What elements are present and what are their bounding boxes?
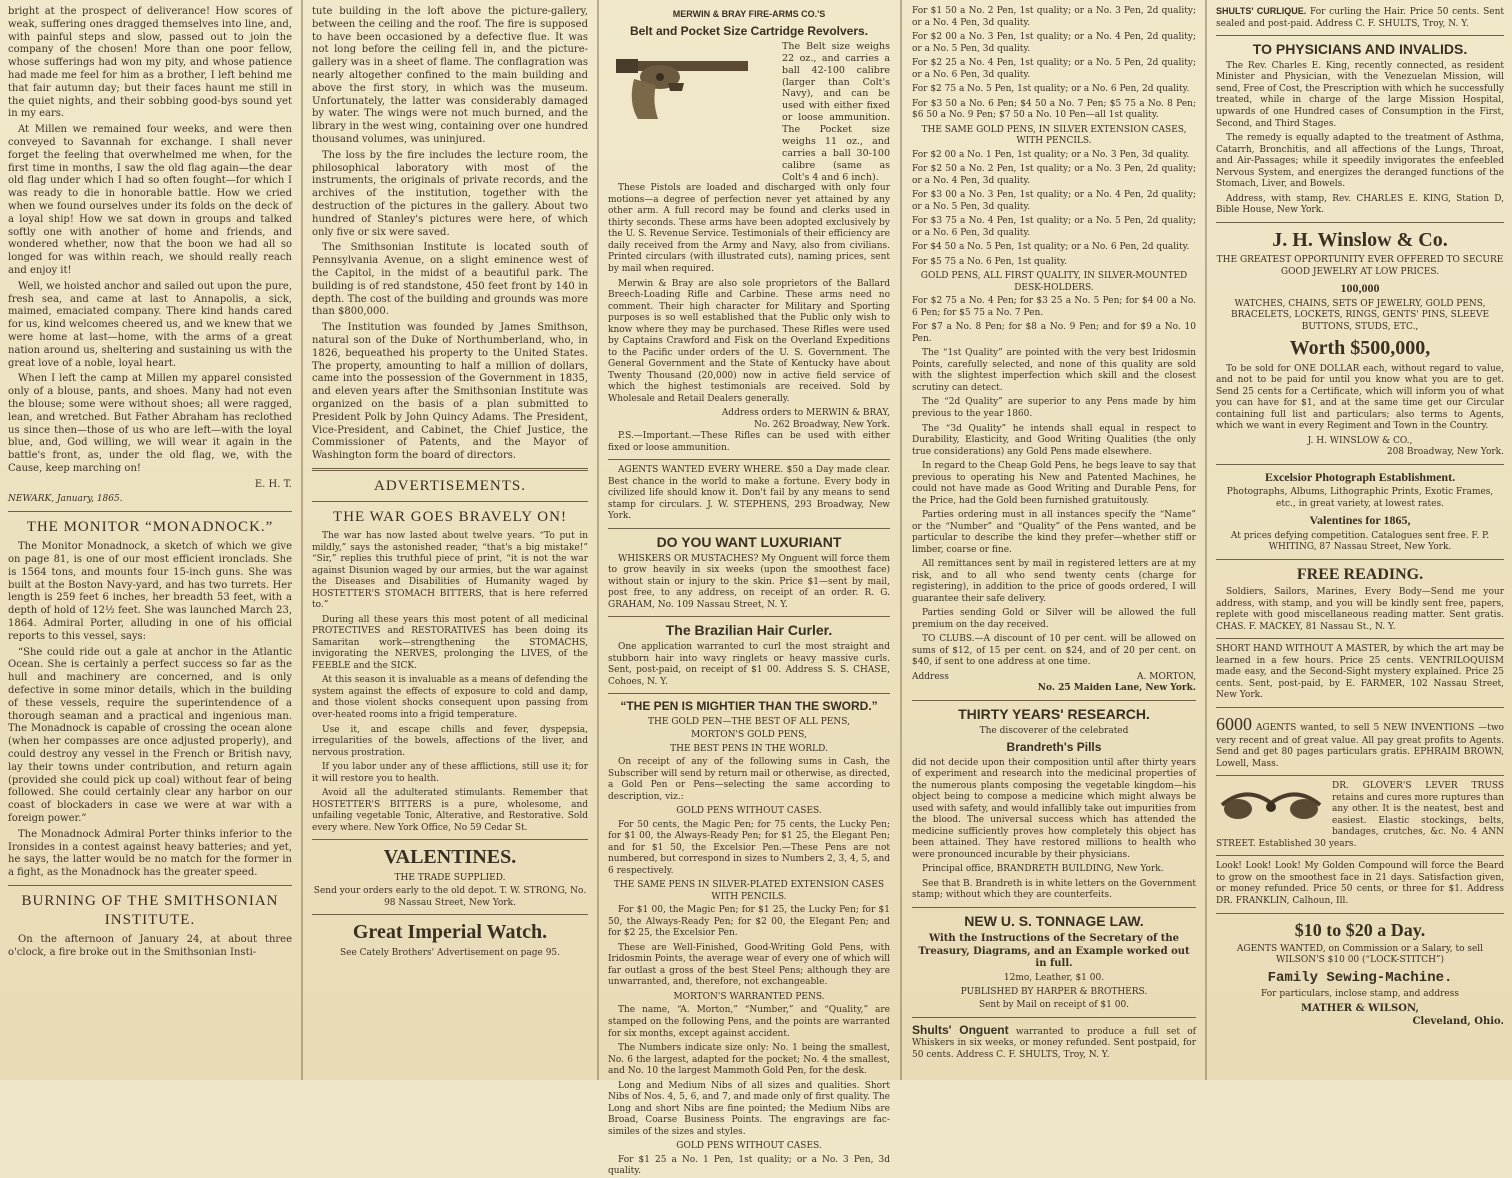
winslow-address: 208 Broadway, New York. (1386, 447, 1504, 458)
winslow-worth: Worth $500,000, (1289, 337, 1431, 360)
ad-paragraph: The “2d Quality” are superior to any Pens made by him previous to the year 1860. (912, 397, 1196, 419)
truss-icon (1216, 783, 1326, 827)
article-paragraph: When I left the camp at Millen my apparel consisted only of a blouse, pants, and shoes. Many had not even the blouse; some were without shoes; all were ragged, lean, and wretched. But Father Abraham has reclothed us since then—those of us who are left—with the loyal blue, and, God willing, we will wear it again in the battle's front, as, under the old flag, we, with the Cause, keep marching on! (8, 373, 292, 474)
article-paragraph: Well, we hoisted anchor and sailed out upon the pure, fresh sea, and came at last to Annapolis, a sick, maimed, emaciated company. There kind hands cared for us, kind welcomes cheered us, and we knew that we were home at last—home, with the arms of a great nation around us, sheltering and sustaining us with the great love of a noble, loyal heart. (8, 280, 292, 369)
glover-truss-body: DR. GLOVER'S LEVER TRUSS retains and cures more ruptures than any other. It is the neatest, best and easiest. Elastic stockings, belts, bandages, crutches, &c. No. 4 ANN STREET. Established 30 years. (1216, 781, 1504, 849)
ad-paragraph: Long and Medium Nibs of all sizes and qualities. Short Nibs of Nos. 4, 5, 6, and 7, and made only of first quality. The Long and short Nibs are fine pointed; the Medium Nibs are Broad, Coarse Business Points. The engravings are fac-similes of the sizes and styles. (608, 1080, 890, 1137)
ad-paragraph: Merwin & Bray are also sole proprietors of the Ballard Breech-Loading Rifle and Carbine. These arms need no comment. Their high character for Military and Sporting purposes is so well established that the Public only wish to know where they may be purchased. These Rifles were used by Captains Crawford and Fisk on the Overland Expeditions to the Pacific under orders of the U. S. Government. The General Government and the State of Kentucky have about Twenty Thousand (20,000) now in active field service of which the highest testimonials are received. Sold by Wholesale and Retail Dealers generally. (608, 278, 890, 404)
tonnage-law-subtitle: With the Instructions of the Secretary of the Treasury, Diagrams, and an Example worked out in full. (918, 932, 1190, 970)
sewing-signature: MATHER & WILSON, (1301, 1003, 1419, 1014)
ad-paragraph: The “3d Quality” he intends shall equal in respect to Durability, Elasticity, and Good Writing Qualities (the only true considerations) any Gold Pens made elsewhere. (912, 423, 1196, 457)
column-rule (1205, 0, 1207, 1080)
ad-paragraph: did not decide upon their composition until after thirty years of experiment and research into the medicinal properties of the numerous plants composing the vegetable kingdom—his object being to compose a medicine which might always be used with safety, and would infallibly take out impurities from the blood. The universal success which has attended the medicine sufficiently proves how completely this object has been attained. They have restored millions to health who were pronounced incurable by their physicians. (912, 757, 1196, 860)
article-paragraph: The loss by the fire includes the lecture room, the philosophical laboratory with most of the instruments, the originals of private records, and the archives of the institution, together with the destruction of the pictures in the gallery. About two hundred of Stanley's pictures were here, of which only five or six were saved. (312, 149, 588, 238)
sewing-city: Cleveland, Ohio. (1412, 1015, 1504, 1027)
sewing-body: AGENTS WANTED, on Commission or a Salary, to sell WILSON'S $10 00 (“LOCK-STITCH”) (1236, 943, 1484, 966)
ad-paragraph: For $1 25 a No. 1 Pen, 1st quality; or a No. 3 Pen, 3d quality. (608, 1154, 890, 1177)
smithsonian-headline: BURNING OF THE SMITHSONIAN INSTITUTE. (21, 892, 279, 929)
article-signature: E. H. T. (254, 478, 292, 490)
price-line: For $2 25 a No. 4 Pen, 1st quality; or a No. 5 Pen, 2d quality; or a No. 6 Pen, 3d quality. (912, 58, 1196, 80)
ad-paragraph: Address, with stamp, Rev. CHARLES E. KING, Station D, Bible House, New York. (1216, 193, 1504, 216)
free-reading-body: Soldiers, Sailors, Marines, Every Body—Send me your address, with stamp, and you will be kindly sent free, papers, replete with good miscellaneous reading matter. Sent gratis. CHAS. F. MACKEY, 81 Nassau St., N. Y. (1216, 587, 1504, 632)
morton-pen-title: “THE PEN IS MIGHTIER THAN THE SWORD.” (620, 699, 878, 714)
ad-paragraph: At this season it is invaluable as a means of defending the system against the effects of exposure to cold and damp, and those violent shocks consequent upon passing from over-heated rooms into a frigid temperature. (312, 675, 588, 720)
column-1 (0, 0, 300, 1080)
morton-pen-subtitle: MORTON'S GOLD PENS, (691, 730, 807, 741)
morton-name: A. MORTON, (1137, 671, 1196, 682)
brandreth-pills-title: Brandreth's Pills (1006, 740, 1102, 755)
merwin-bray-address: Address orders to MERWIN & BRAY, (721, 408, 890, 419)
thirty-years-title: THIRTY YEARS' RESEARCH. (958, 705, 1150, 722)
price-line: For $3 00 a No. 3 Pen, 1st quality; or a No. 4 Pen, 2d quality; or a No. 5 Pen, 3d quality. (912, 190, 1196, 212)
ad-paragraph: During all these years this most potent of all medicinal PROTECTIVES and RESTORATIVES has been doing its Samaritan work—strengthening the STOMACHS, invigorating the NERVES, prolonging the LIVES, of the FEEBLE and the SICK. (312, 614, 588, 671)
photograph-body: Photographs, Albums, Lithographic Prints, Exotic Frames, etc., in great variety, at lowest rates. (1226, 487, 1494, 509)
imperial-watch-title: Great Imperial Watch. (352, 921, 548, 944)
merwin-bray-subtitle: Belt and Pocket Size Cartridge Revolvers. (629, 23, 869, 38)
article-dateline: NEWARK, January, 1865. (8, 494, 123, 505)
ad-paragraph: All remittances sent by mail in registered letters are at my risk, and to all who send twenty cents (charge for registering), in addition to the price of goods ordered, I will guarantee their safe delivery. (912, 559, 1196, 604)
hair-curler-body: One application warranted to curl the most straight and stubborn hair into wavy ringlets or heavy massive curls. Sent, post-paid, on receipt of $1 00. Address S. S. CHASE, Cohoes, N. Y. (608, 642, 890, 687)
ad-paragraph: In regard to the Cheap Gold Pens, he begs leave to say that previous to operating his New and Patented Machines, he could not have made as Good Writing and Durable Pens, for the Price, had the Gold been furnished gratuitously. (912, 461, 1196, 506)
physicians-title: TO PHYSICIANS AND INVALIDS. (1252, 41, 1468, 58)
agents-count: 6000 (1216, 713, 1252, 734)
winslow-items: WATCHES, CHAINS, SETS OF JEWELRY, GOLD PENS, BRACELETS, LOCKETS, RINGS, GENTS' PINS, SLEEVE BUTTONS, STUDS, ETC., (1230, 298, 1490, 332)
column-3 (600, 0, 898, 1177)
column-rule (900, 0, 902, 1080)
ad-paragraph: The remedy is equally adapted to the treatment of Asthma, Catarrh, Bronchitis, and all affections of the Lungs, Throat, and Air-Passages; while it speedily invigorates the enfeebled Nervous System, and energizes the deranged functions of the Stomach, Liver, and Bowels. (1216, 133, 1504, 190)
hair-curler-title: The Brazilian Hair Curler. (665, 622, 833, 639)
morton-pen-subtitle: THE GOLD PEN—THE BEST OF ALL PENS, (648, 716, 850, 727)
article-paragraph: The Monitor Monadnock, a sketch of which we give on page 81, is one of our most efficient ironclads. She is 1564 tons, and mounts four 15-inch guns. She was built at the Boston Navy-yard, and has two turrets. Her length is 259 feet 6 inches, her breadth 53 feet, with a depth of hold of 12½ feet. She was launched March 23, 1864. Admiral Porter, alluding in one of his official reports to this vessel, says: (8, 541, 292, 642)
winslow-count: 100,000 (1340, 281, 1380, 296)
column-rule (597, 0, 599, 1080)
agents-body: AGENTS wanted, to sell 5 NEW INVENTIONS —two very recent and of great value. All pay great profits to Agents. Send and get 80 pages particulars gratis. EPHRAIM BROWN, Lowell, Mass. (1216, 722, 1504, 769)
photograph-title: Excelsior Photograph Establishment. (1264, 469, 1456, 484)
curlique-body: For curling the Hair. Price 50 cents. Sent sealed and post-paid. Address C. F. SHULTS, Troy, N. Y. (1216, 7, 1504, 29)
morton-address-label: Address (912, 671, 949, 682)
column-2 (304, 0, 596, 1080)
sewing-tail: For particulars, inclose stamp, and address (1261, 989, 1459, 1000)
look-ad: Look! Look! Look! My Golden Compound will force the Beard to grow on the smoothest face in 21 days. Satisfaction given, or money refunded. Price 50 cents, or three for $1. Address DR. FRANKLIN, Calhoun, Ill. (1216, 861, 1504, 906)
article-paragraph: The Monadnock Admiral Porter thinks inferior to the Ironsides in a contest against heavy batteries; and yet, he says, the latter would be no match for the former in a fight, as the Monadnock has the greater speed. (8, 828, 292, 879)
column-rule (301, 0, 303, 1080)
price-line: For $2 75 a No. 4 Pen; for $3 25 a No. 5 Pen; for $4 00 a No. 6 Pen; for $5 75 a No. 7 Pen. (912, 296, 1196, 318)
winslow-title: J. H. Winslow & Co. (1272, 228, 1448, 251)
hostetter-ad-title: THE WAR GOES BRAVELY ON! (333, 509, 567, 526)
valentines-body: Send your orders early to the old depot. T. W. STRONG, No. 98 Nassau Street, New York. (313, 886, 587, 908)
valentines-title: VALENTINES. (383, 846, 517, 869)
curlique-title: SHULTS' CURLIQUE. (1216, 6, 1307, 16)
ad-paragraph: On receipt of any of the following sums in Cash, the Subscriber will send by return mail or otherwise, as directed, a Gold Pen or Pens—selecting the same according to description, viz.: (608, 757, 890, 802)
ad-paragraph: TO CLUBS.—A discount of 10 per cent. will be allowed on sums of $12, of 15 per cent. on $24, and of 20 per cent. on $40, if sent to one address at one time. (912, 634, 1196, 668)
ad-paragraph: The “1st Quality” are pointed with the very best Iridosmin Points, carefully selected, and none of this quality are sold with the slightest imperfection which skill and the closest scrutiny can detect. (912, 348, 1196, 393)
winslow-subtitle: THE GREATEST OPPORTUNITY EVER OFFERED TO SECURE GOOD JEWELRY AT LOW PRICES. (1216, 255, 1504, 277)
section-heading: GOLD PENS WITHOUT CASES. (676, 806, 822, 817)
price-line: For $7 a No. 8 Pen; for $8 a No. 9 Pen; and for $9 a No. 10 Pen. (912, 322, 1196, 344)
ad-paragraph: For $1 00, the Magic Pen; for $1 25, the Lucky Pen; for $1 50, the Always-Ready Pen; for $2 00, the Elegant Pen; and for $2 25, the Excelsior Pen. (608, 905, 890, 939)
ad-paragraph: Parties sending Gold or Silver will be allowed the full premium on the day received. (912, 608, 1196, 630)
article-paragraph: On the afternoon of January 24, at about three o'clock, a fire broke out in the Smithsonian Insti- (8, 934, 292, 959)
price-line: For $2 00 a No. 1 Pen, 1st quality; or a No. 3 Pen, 3d quality. (912, 149, 1190, 160)
section-heading: GOLD PENS, ALL FIRST QUALITY, IN SILVER-MOUNTED DESK-HOLDERS. (920, 271, 1188, 293)
price-line: For $3 50 a No. 6 Pen; $4 50 a No. 7 Pen; $5 75 a No. 8 Pen; $6 50 a No. 9 Pen; $7 50 a No. 10 Pen—all 1st quality. (912, 98, 1196, 121)
imperial-watch-body: See Cately Brothers' Advertisement on page 95. (339, 947, 561, 958)
ad-paragraph: The Numbers indicate size only: No. 1 being the smallest, No. 6 the largest, adapted for the pocket; No. 4 the smallest, and No. 10 the largest Mammoth Gold Pen, for the desk. (608, 1043, 890, 1077)
column-4 (904, 0, 1204, 1080)
column-5 (1208, 0, 1512, 1080)
revolver-icon (608, 43, 778, 123)
ad-paragraph: The Rev. Charles E. King, recently connected, as resident Minister and Physician, with the Venezuelan Mission, will send, Free of Cost, the Prescription with which he successfully treated, while in charge of the large Mission Hospital, upwards of one Hundred cases of Consumption in the First, Second, and Third Stages. (1216, 60, 1504, 129)
price-line: For $5 75 a No. 6 Pen, 1st quality. (912, 256, 1067, 267)
agents-wanted-ad: AGENTS WANTED EVERY WHERE. $50 a Day made clear. Best chance in the world to make a fortune. Every body in civilized life should know it. Don't fail by any means to send stamp for circulars. J. W. STEPHENS, 293 Broadway, New York. (608, 465, 890, 522)
morton-pen-subtitle: THE BEST PENS IN THE WORLD. (670, 743, 828, 754)
section-heading: GOLD PENS WITHOUT CASES. (676, 1141, 822, 1152)
article-paragraph: The Smithsonian Institute is located south of Pennsylvania Avenue, on a slight eminence west of the Capitol, in the midst of a beautiful park. The building is of red standstone, 450 feet front by 140 in depth. The cost of the building and grounds was more than $800,000. (312, 242, 588, 318)
monitor-headline: THE MONITOR “MONADNOCK.” (26, 519, 274, 535)
ad-paragraph: If you labor under any of these afflictions, still use it; for it will restore you to health. (312, 762, 588, 784)
merwin-bray-street: No. 262 Broadway, New York. (754, 419, 890, 430)
whiskers-ad-body: WHISKERS OR MUSTACHES? My Onguent will force them to grow heavily in six weeks (upon the smoothest face) without stain or injury to the skin. Price $1—sent by mail, post free, to any address, on receipt of an order. R. G. GRAHAM, No. 109 Nassau Street, N. Y. (608, 553, 890, 610)
section-heading: THE SAME PENS IN SILVER-PLATED EXTENSION CASES WITH PENCILS. (613, 880, 885, 902)
ad-paragraph: Parties ordering must in all instances specify the “Name” or the “Number” and “Quality” of the Pens wanted, and be particular to describe the kind they prefer—whether stiff or limber, coarse or fine. (912, 510, 1196, 555)
ad-paragraph: These are Well-Finished, Good-Writing Gold Pens, with Iridosmin Points, the average wear of every one of which will far outlast a gross of the best Steel Pens; although they are unwarranted, and, therefore, not exchangeable. (608, 942, 890, 988)
photograph-valentines: Valentines for 1865, (1309, 513, 1411, 528)
advertisements-headline: ADVERTISEMENTS. (373, 477, 526, 494)
ad-paragraph: These Pistols are loaded and discharged with only four motions—a degree of perfection never yet attained by any other arm. A full record may be found and clerks used in thirty seconds. These arms have been adopted exclusively by the U. S. Revenue Service. Testimonials of their efficiency are daily received from the Army and Navy, also from civilians. Printed circulars (with illustrated cuts), naming prices, sent by mail when required. (608, 183, 890, 274)
price-line: For $2 50 a No. 2 Pen, 1st quality; or a No. 3 Pen, 2d quality; or a No. 4 Pen, 3d quality. (912, 164, 1196, 186)
sewing-machine-title: Family Sewing-Machine. (1267, 969, 1453, 986)
ad-paragraph: The name, “A. Morton,” “Number,” and “Quality,” are stamped on the following Pens, and the points are warranted for six months, except against accident. (608, 1005, 890, 1039)
valentines-subtitle: THE TRADE SUPPLIED. (394, 872, 506, 883)
ad-paragraph: P.S.—Important.—These Rifles can be used with either fixed or loose ammunition. (608, 431, 890, 453)
morton-street: No. 25 Maiden Lane, New York. (1037, 683, 1196, 694)
price-line: For $1 50 a No. 2 Pen, 1st quality; or a No. 3 Pen, 2d quality; or a No. 4 Pen, 3d quality. (912, 6, 1196, 28)
article-paragraph: At Millen we remained four weeks, and were then conveyed to Savannah for exchange. I shall never forget the feeling that overwhelmed me when, for the first time in months, I saw the old flag again—the dear old flag under which I had so often fought—for which I was ready to die in honorable battle. How we cried when we found ourselves under its folds on the deck of a loyal ship! How we sat down in groups and talked softly one with another of home and friends, and wondered whether, now that the boon we had all so longed for was within reach, we should really reach and enjoy it! (8, 124, 292, 276)
tonnage-law-mail: Sent by Mail on receipt of $1 00. (978, 1000, 1130, 1011)
short-hand-ad: SHORT HAND WITHOUT A MASTER, by which the art may be learned in a few hours. Price 25 cents. VENTRILOQUISM made easy, and the Second-Sight mystery explained. Price 25 cents. Sent, post-paid, by E. FARMER, 102 Nassau Street, New York. (1216, 644, 1504, 701)
sewing-title: $10 to $20 a Day. (1294, 919, 1426, 940)
ad-paragraph: The war has now lasted about twelve years. “To put in mildly,” says the astonished reader, “that's a big mistake!” “Sir,” replies this truthful piece of print, “it is not the war against Disunion waged by our armies, but the war against the Diseases and Disabilities of Humanity waged by HOSTETTER'S STOMACH BITTERS, that is here referred to.” (312, 531, 588, 611)
section-heading: MORTON'S WARRANTED PENS. (673, 991, 825, 1002)
price-line: For $4 50 a No. 5 Pen, 1st quality; or a No. 6 Pen, 2d quality. (912, 242, 1190, 253)
whiskers-ad-title: DO YOU WANT LUXURIANT (656, 533, 842, 550)
price-line: For $2 00 a No. 3 Pen, 1st quality; or a No. 4 Pen, 2d quality; or a No. 5 Pen, 3d quality. (912, 32, 1196, 54)
winslow-signature: J. H. WINSLOW & CO., (1307, 435, 1413, 446)
free-reading-title: FREE READING. (1296, 565, 1424, 583)
article-quote: “She could ride out a gale at anchor in the Atlantic Ocean. She is certainly a perfect success so far as the hull and machinery are concerned, and is only defective in some minor details, which in the building of these vessels, require the superintendence of a thorough seaman and a practical and ingenious man. The Monadnock is capable of crossing the ocean alone (when her compasses are once adjusted properly), and could destroy any vessel in the French or British navy, lay their towns under contribution, and return again (provided she could pick up coal) without fear of being followed. She could certainly clear any harbor on our coast of blockaders in case we were at war with a foreign power.” (8, 646, 292, 824)
shults-onguent-body: warranted to produce a full set of Whiskers in six weeks, or money refunded. Sent postpaid, for 50 cents. Address C. F. SHULTS, Troy, N. Y. (912, 1026, 1196, 1060)
article-paragraph: The Institution was founded by James Smithson, natural son of the Duke of Northumberland, who, in 1826, bequeathed his property to the United States. The property, amounting to half a million of dollars, came into the possession of the Government in 1835, and eleven years after the Smithsonian Institute was organized on the basis of a plan submitted to President Polk by John Quincy Adams. The President, Vice-President, and Cabinet, the Chief Justice, the Commissioner of Patents, and the Mayor of Washington form the board of directors. (312, 322, 588, 462)
tonnage-law-title: NEW U. S. TONNAGE LAW. (964, 912, 1144, 929)
shults-onguent-title: Shults' Onguent (912, 1022, 1009, 1037)
thirty-years-subtitle: The discoverer of the celebrated (979, 725, 1129, 736)
section-heading: THE SAME GOLD PENS, IN SILVER EXTENSION CASES, WITH PENCILS. (921, 124, 1187, 147)
ad-paragraph: Avoid all the adulterated stimulants. Remember that HOSTETTER'S BITTERS is a pure, wholesome, and unfailing vegetable Tonic, Alterative, and Restorative. Sold every where. New York Office, No 59 Cedar St. (312, 788, 588, 833)
ad-paragraph: Principal office, BRANDRETH BUILDING, New York. (922, 864, 1164, 875)
article-paragraph: bright at the prospect of deliverance! How scores of weak, suffering ones dragged themselves into line, and, with painful steps and slow, passed out to join the company of the chosen! More than one poor fellow, whose sufferings had won my pity, and whose patience had made me feel for him as a brother, I left behind me that fair autumn day; but their faces haunt me still in the quiet nights, and their sobbing good-bys sound yet in my ears. (8, 6, 292, 120)
merwin-bray-title: MERWIN & BRAY FIRE-ARMS CO.'S (672, 9, 826, 19)
photograph-tail: At prices defying competition. Catalogues sent free. F. P. WHITING, 87 Nassau Street, New York. (1230, 530, 1490, 553)
price-line: For $3 75 a No. 4 Pen, 1st quality; or a No. 5 Pen, 2d quality; or a No. 6 Pen, 3d quality. (912, 216, 1196, 238)
ad-paragraph: For 50 cents, the Magic Pen; for 75 cents, the Lucky Pen; for $1 00, the Always-Ready Pen; for $1 25, the Elegant Pen; and for $1 50, the Excelsior Pen.—These Pens are not numbered, but correspond in sizes to Numbers 2, 3, 4, 5, and 6 respectively. (608, 819, 890, 876)
tonnage-law-price: 12mo, Leather, $1 00. (1003, 973, 1105, 984)
merwin-bray-specs: The Belt size weighs 22 oz., and carries a ball 42-100 calibre (larger than Colt's Navy), and can be used with either fixed or loose ammunition. The Pocket size weighs 11 oz., and carries a ball 30-100 calibre (same as Colt's 4 and 6 inch). (782, 40, 890, 183)
tonnage-law-publisher: PUBLISHED BY HARPER & BROTHERS. (960, 986, 1148, 997)
ad-paragraph: See that B. Brandreth is in white letters on the Government stamp; without which they are counterfeits. (912, 878, 1196, 901)
price-line: For $2 75 a No. 5 Pen, 1st quality; or a No. 6 Pen, 2d quality. (912, 84, 1190, 95)
article-paragraph: tute building in the loft above the picture-gallery, between the ceiling and the roof. The fire is supposed to have been occasioned by a defective flue. It was not long before the ceiling fell in, and the picture-gallery was in a sheet of flame. The conflagration was nearly altogether confined to the main building and above the first story, in which was the museum. Unfortunately, the latter was considerably damaged by water. The wings were not much burned, and the library in the west wing, containing over one hundred thousand volumes, was uninjured. (312, 6, 588, 145)
ad-paragraph: Use it, and escape chills and fever, dyspepsia, irregularities of the bowels, affections of the liver, and nervous prostration. (312, 724, 588, 758)
ad-paragraph: To be sold for ONE DOLLAR each, without regard to value, and not to be paid for until you know what you are to get. Send 25 cents for a Certificate, which will inform you of what you can have for $1, and at the same time get our Circular containing full list and particulars; also terms to Agents, which we want in every Regiment and Town in the Country. (1216, 363, 1504, 432)
